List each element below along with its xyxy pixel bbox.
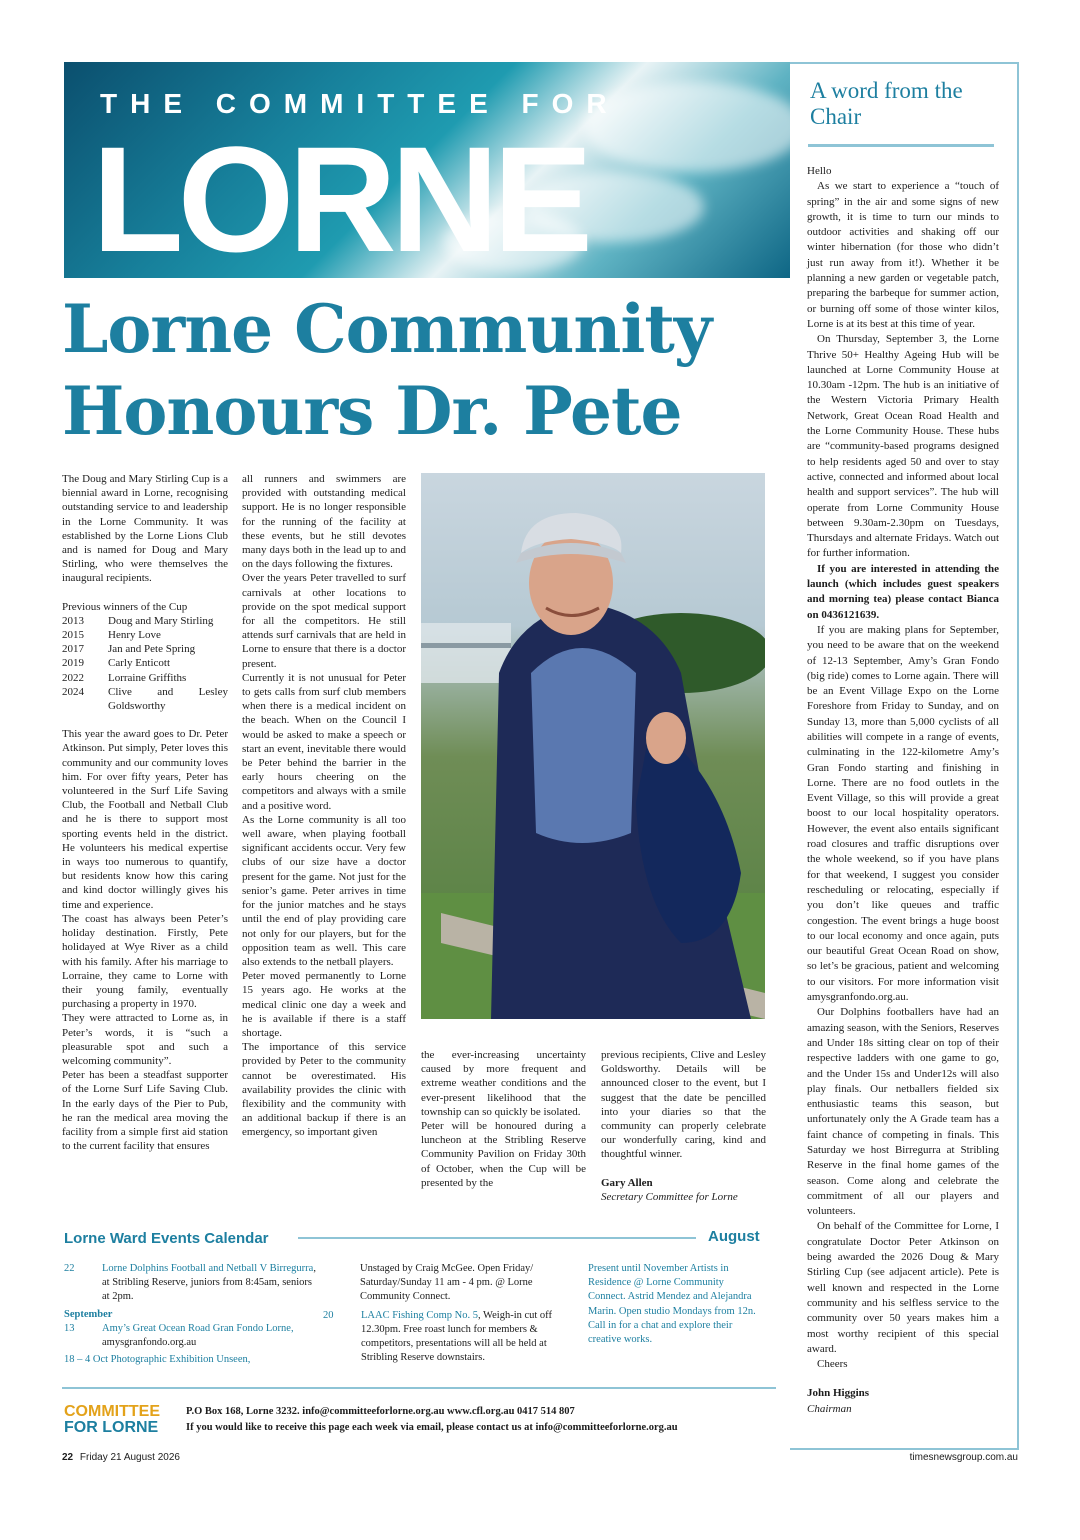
sidebar-body <box>807 164 999 1417</box>
winners-table <box>62 614 228 713</box>
winner-name: Doug and Mary Stirling <box>108 614 214 627</box>
article-paragraph: The coast has always been Peter’s holiday destination. Firstly, Pete holidayed at Wye River as a child with his family. After his marriage to Lorraine, they came to Lorne with their young family, eventually purchasing a property in 1970. <box>62 912 228 1011</box>
winner-year: 2017 <box>62 643 84 656</box>
article-paragraph: Over the years Peter travelled to surf carnivals at other locations to provide on the spot medical support for all the competitors. He still attends surf carnivals that are held in Lorne to ensure that there is a doctor present. <box>242 572 406 670</box>
contact-line: P.O Box 168, Lorne 3232. info@committeeforlorne.org.au www.cfl.org.au 0417 514 807 <box>186 1406 575 1417</box>
chair-sidebar <box>790 62 1019 1450</box>
article-paragraph: The Doug and Mary Stirling Cup is a biennial award in Lorne, recognising outstanding service to and leadership in the Lorne Community. It was established by the Lorne Lions Club and is named for Doug and Mary Stirling, who were themselves the inaugural recipients. <box>62 473 228 585</box>
article-column-4 <box>601 1048 766 1204</box>
calendar-month: August <box>708 1228 760 1245</box>
calendar-column-1 <box>64 1262 316 1367</box>
article-headline: Lorne Community Honours Dr. Pete <box>62 290 712 450</box>
calendar-column-2 <box>323 1262 573 1365</box>
sidebar-divider <box>808 144 994 147</box>
event-details: Present until November Artists in Residence @ Lorne Community Connect. Astrid Mendez and Alejandra Marin. Open studio Mondays from 12n. Call in for a chat and explore their creative works. <box>588 1263 756 1346</box>
sidebar-greeting: Hello <box>807 165 832 177</box>
calendar-event <box>323 1309 573 1366</box>
committee-logo <box>64 1404 160 1436</box>
winner-name: Henry Love <box>108 629 161 642</box>
event-link[interactable]: Amy’s Great Ocean Road Gran Fondo Lorne, <box>102 1322 294 1334</box>
sidebar-title: A word from the Chair <box>810 78 963 129</box>
publisher-site: timesnewsgroup.com.au <box>909 1452 1018 1463</box>
logo-line-2: FOR LORNE <box>64 1419 159 1436</box>
sidebar-paragraph: On Thursday, September 3, the Lorne Thrive 50+ Healthy Ageing Hub will be launched at Lorne Community House at 10.30am -12pm. The hub is an initiative of the Western Victoria Primary Health Network, Great Ocean Road Health and the Lorne Community House. These hubs are “community-based programs designed to help residents aged 50 and over to stay active, connected and informed about local health and support services”. The hub will operate from Lorne Community House between 9.30am-2.30pm on Tuesdays, Thursdays and alternate Fridays. Watch out for further information. <box>807 333 999 560</box>
winner-year: 2013 <box>62 614 84 627</box>
article-paragraph: Peter has been a steadfast supporter of the Lorne Surf Life Saving Club. In the early days of the Pier to Pub, he ran the medical area moving the facility from a simple first aid station to the current facility that ensures <box>62 1069 228 1153</box>
winner-year: 2024 <box>62 685 84 698</box>
sidebar-author: John Higgins <box>807 1387 870 1400</box>
winner-year: 2019 <box>62 657 84 670</box>
sidebar-author-title: Chairman <box>807 1402 852 1415</box>
event-link[interactable]: Lorne Dolphins Football and Netball V Birregurra <box>102 1263 314 1274</box>
winner-name: Carly Enticott <box>108 657 171 670</box>
event-link[interactable]: LAAC Fishing Comp No. 5 <box>361 1309 478 1321</box>
winner-name: Jan and Pete Spring <box>108 643 196 656</box>
winner-year: 2022 <box>62 671 84 684</box>
event-details: Unstaged by Craig McGee. Open Friday/ Saturday/Sunday 11 am - 4 pm. @ Lorne Community Connect. <box>360 1263 534 1303</box>
sidebar-closing: Cheers <box>817 1358 848 1371</box>
portrait-illustration <box>421 473 765 1019</box>
winner-row <box>62 642 228 656</box>
masthead-banner <box>64 62 790 278</box>
calendar-divider <box>298 1237 696 1239</box>
sidebar-paragraph: Our Dolphins footballers have had an amazing season, with the Seniors, Reserves and Under 18s sitting clear on top of their respective ladders with one game to go, and the Under 15s and Under12s will also play finals. Our netballers fielded six enthusiastic teams this season, but unfortunately only the A Grade team has a faint chance of competing in finals. This Saturday we host Birregurra at Stribling Reserve in the final home games of the season. Come along and celebrate the commitment of all our players and volunteers. <box>807 1006 999 1218</box>
calendar-event <box>64 1322 316 1350</box>
logo-line-1: COMMITTEE <box>64 1403 160 1420</box>
event-date: 20 <box>323 1309 334 1321</box>
winner-year: 2015 <box>62 629 84 642</box>
footer-divider <box>62 1387 776 1389</box>
contact-block <box>186 1404 678 1436</box>
event-link[interactable]: Photographic Exhibition Unseen, <box>110 1354 251 1366</box>
article-photo <box>421 473 765 1019</box>
winner-name: Clive and Lesley Goldsworthy <box>108 685 228 713</box>
winners-heading: Previous winners of the Cup <box>62 600 188 613</box>
event-date: 22 <box>64 1263 75 1274</box>
event-details: , at Stribling Reserve, juniors from 8:45am, seniors at 2pm. <box>102 1263 316 1303</box>
article-paragraph: This year the award goes to Dr. Peter Atkinson. Put simply, Peter loves this community and our community loves him. For over fifty years, Peter has volunteered in the Surf Life Saving Club, the Football and Netball Club and he is there to support most sporting events held in the district. He volunteers his medical expertise in ways too numerous to quantify, but residents know how this caring and kind doctor willingly gives his time and experience. <box>62 728 228 911</box>
article-paragraph: the ever-increasing uncertainty caused by more frequent and extreme weather conditions and the ever-present likelihood that the township can so quickly be isolated. <box>421 1049 586 1118</box>
masthead-kicker: THE COMMITTEE FOR <box>100 88 620 119</box>
sidebar-paragraph: On behalf of the Committee for Lorne, I congratulate Doctor Peter Atkinson on being awarded the 2026 Doug & Mary Stirling Cup (see adjacent article). Pete is well known and respected in the Lorne community and his selfless service to the community over 50 years makes him a most worthy recipient of this special award. <box>807 1220 999 1355</box>
article-paragraph: previous recipients, Clive and Lesley Goldsworthy. Details will be announced closer to the event, but I suggest that the date be pencilled into your diaries so that the community can properly celebrate our wonderfully caring, kind and thoughtful winner. <box>601 1049 766 1161</box>
winner-row <box>62 671 228 685</box>
subscribe-line: If you would like to receive this page each week via email, please contact us at info@committeeforlorne.org.au <box>186 1422 678 1433</box>
sidebar-paragraph: If you are interested in attending the launch (which includes guest speakers and morning tea) please contact Bianca on 0436121639. <box>807 562 999 621</box>
article-paragraph: They were attracted to Lorne as, in Peter’s words, it is “such a pleasurable spot and such a welcoming community”. <box>62 1012 228 1067</box>
sidebar-paragraph: As we start to experience a “touch of spring” in the air and some signs of new growth, it is time to turn our minds to outdoor activities and shaking off our winter hibernation (for those who didn’t just run away from it!). Whether it be planning a new garden or vegetable patch, preparing the barbeque for summer action, or burning off some of those winter kilos, Lorne is at its best at this time of year. <box>807 180 999 330</box>
event-details: amysgranfondo.org.au <box>102 1337 197 1349</box>
calendar-month-heading: September <box>64 1308 113 1320</box>
article-paragraph: Peter will be honoured during a luncheon at the Stribling Reserve Community Pavilion on Friday 30th of October, when the Cup will be presented by the <box>421 1120 586 1189</box>
issue-date: Friday 21 August 2026 <box>79 1452 180 1463</box>
calendar-event <box>64 1353 316 1367</box>
page-folio <box>62 1452 180 1463</box>
article-paragraph: Peter moved permanently to Lorne 15 years ago. He works at the medical clinic one day a week and he is available if there is a staff shortage. <box>242 970 406 1039</box>
calendar-column-3 <box>588 1262 760 1347</box>
event-date: 18 – 4 Oct <box>64 1354 109 1366</box>
article-column-1 <box>62 472 228 1153</box>
article-column-2 <box>242 472 406 1140</box>
winner-row <box>62 614 228 628</box>
article-author-title: Secretary Committee for Lorne <box>601 1190 738 1203</box>
article-paragraph: As the Lorne community is all too well aware, when playing football significant accidents occur. Very few clubs of our size have a doctor present for the game. Not just for the senior’s game. Peter arrives in time for the junior matches and he stays until the end of play providing care not only for our players, but for the opposition team as well. This care also extends to the netball players. <box>242 813 406 968</box>
winner-row <box>62 685 228 713</box>
sidebar-paragraph: If you are making plans for September, you need to be aware that on the weekend of 12-13 September, Amy’s Gran Fondo (big ride) comes to Lorne again. There will be an Event Village Expo on the Lorne Foreshore from Friday to Sunday, and on Sunday 13, more than 5,000 cyclists of all abilities will compete in a range of events, culminating in the 122-kilometre Amy’s Gran Fondo starting and finishing in Lorne. There are no food outlets in the Event Village, so this will provide a great boost to our local hospitality operators. However, the event also entails significant road closures and traffic disruptions over the whole weekend, so if you have plans for that weekend, I suggest you consider rescheduling or relocating, especially if you don’t like queues and traffic congestion. The event brings a huge boost to our local economy and once again, puts our beautiful Great Ocean Road on show, so let’s be gracious, patient and welcoming to our visitors. For more information visit amysgranfondo.org.au. <box>807 623 999 1004</box>
page-number: 22 <box>62 1452 74 1463</box>
winner-name: Lorraine Griffiths <box>108 671 187 684</box>
calendar-title: Lorne Ward Events Calendar <box>64 1230 269 1247</box>
article-column-3 <box>421 1048 586 1190</box>
masthead-title: LORNE <box>92 115 587 278</box>
article-paragraph: Currently it is not unusual for Peter to gets calls from surf club members when there is a medical incident on the beach. When on the Council I would be asked to make a speech or start an event, inevitable there would be Peter behind the barrier in the early hours cheering on the competitors and always with a smile and a positive word. <box>242 671 406 812</box>
winner-row <box>62 628 228 642</box>
article-paragraph: The importance of this service provided by Peter to the community cannot be overestimated. His availability provides the clinic with flexibility and the community with an additional backup if there is an emergency, so important given <box>242 1041 406 1139</box>
winner-row <box>62 656 228 670</box>
calendar-event <box>64 1262 316 1305</box>
event-details: , Weigh-in cut off 12.30pm. Free roast lunch for members & competitors, presentations will all be held at Stribling Reserve downstairs. <box>361 1309 552 1364</box>
article-author: Gary Allen <box>601 1176 653 1189</box>
event-date: 13 <box>64 1322 75 1334</box>
article-paragraph: all runners and swimmers are provided with outstanding medical support. He is no longer responsible for the running of the facility at these events, but he still devotes many days both in the lead up to and on the days following the fixtures. <box>242 473 406 571</box>
